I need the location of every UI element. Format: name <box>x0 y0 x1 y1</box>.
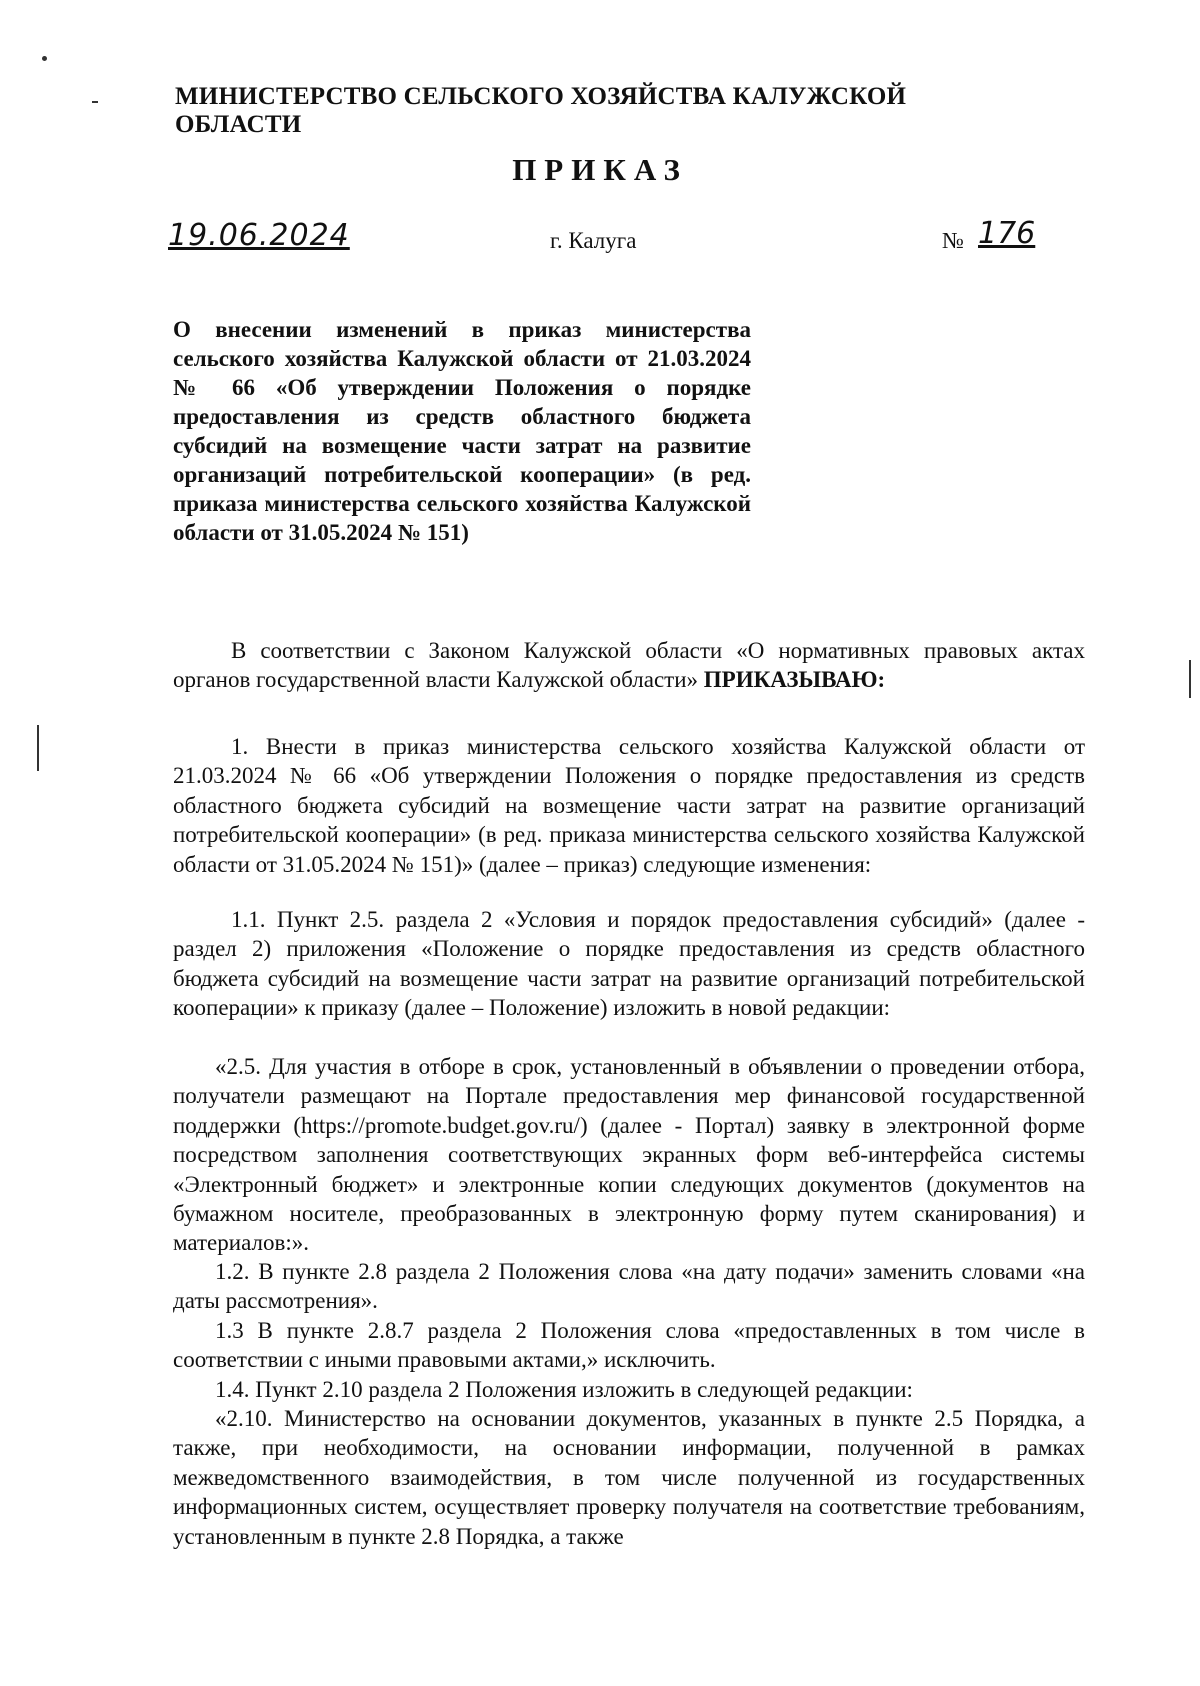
item-1-3: 1.3 В пункте 2.8.7 раздела 2 Положения слова «предоставленных в том числе в соответствии с иными правовыми актами,» исключить. <box>173 1318 1085 1373</box>
document-type-title: ПРИКАЗ <box>512 152 688 187</box>
item-1-2: 1.2. В пункте 2.8 раздела 2 Положения слова «на дату подачи» заменить словами «на даты рассмотрения». <box>173 1259 1085 1314</box>
quote-2-5: «2.5. Для участия в отборе в срок, установленный в объявлении о проведении отбора, получатели размещают на Портале предоставления мер финансовой государственной поддержки (https://promote.budget.gov.ru/) (далее - Портал) заявку в электронной форме посредством заполнения соответствующих экранных форм веб-интерфейса системы «Электронный бюджет» и электронные копии следующих документов (документов на бумажном носителе, преобразованных в электронную форму путем сканирования) и материалов:». <box>173 1054 1085 1256</box>
order-number: 176 <box>978 216 1036 251</box>
scan-mark-right <box>1189 660 1191 698</box>
scan-mark-left-a <box>92 101 98 103</box>
preamble-text: В соответствии с Законом Калужской области «О нормативных правовых актах органов государственной власти Калужской области» <box>173 638 1085 693</box>
preamble-command: ПРИКАЗЫВАЮ: <box>703 667 886 693</box>
item-1-1: 1.1. Пункт 2.5. раздела 2 «Условия и порядок предоставления субсидий» (далее - раздел 2) приложения «Положение о порядке предоставления из средств областного бюджета субсидий на возмещение части затрат на развитие организаций потребительской кооперации» к приказу (далее – Положение) изложить в новой редакции: <box>173 907 1085 1021</box>
scan-mark-left-b <box>37 725 39 771</box>
item-1: 1. Внести в приказ министерства сельского хозяйства Калужской области от 21.03.2024 № 66 «Об утверждении Положения о порядке предоставления из средств областного бюджета субсидий на возмещение части затрат на развитие организаций потребительской кооперации» (в ред. приказа министерства сельского хозяйства Калужской области от 31.05.2024 № 151)» (далее – приказ) следующие изменения: <box>173 734 1085 877</box>
order-subject: О внесении изменений в приказ министерства сельского хозяйства Калужской области от 21.03.2024 № 66 «Об утверждении Положения о порядке предоставления из средств областного бюджета субсидий на возмещение части затрат на развитие организаций потребительской кооперации» (в ред. приказа министерства сельского хозяйства Калужской области от 31.05.2024 № 151) <box>173 317 751 545</box>
order-date: 19.06.2024 <box>168 218 350 253</box>
scan-mark-top <box>42 56 47 61</box>
order-city: г. Калуга <box>550 228 637 253</box>
preamble <box>173 636 1085 695</box>
quote-2-10: «2.10. Министерство на основании документов, указанных в пункте 2.5 Порядка, а также, при необходимости, на основании информации, полученной в рамках межведомственного взаимодействия, в том числе полученной из государственных информационных систем, осуществляет проверку получателя на соответствие требованиям, установленным в пункте 2.8 Порядка, а также <box>173 1406 1085 1549</box>
ministry-name: МИНИСТЕРСТВО СЕЛЬСКОГО ХОЗЯЙСТВА КАЛУЖСКОЙ ОБЛАСТИ <box>175 83 907 138</box>
order-number-sign: № <box>942 228 964 253</box>
item-1-4: 1.4. Пункт 2.10 раздела 2 Положения изложить в следующей редакции: <box>215 1377 913 1402</box>
